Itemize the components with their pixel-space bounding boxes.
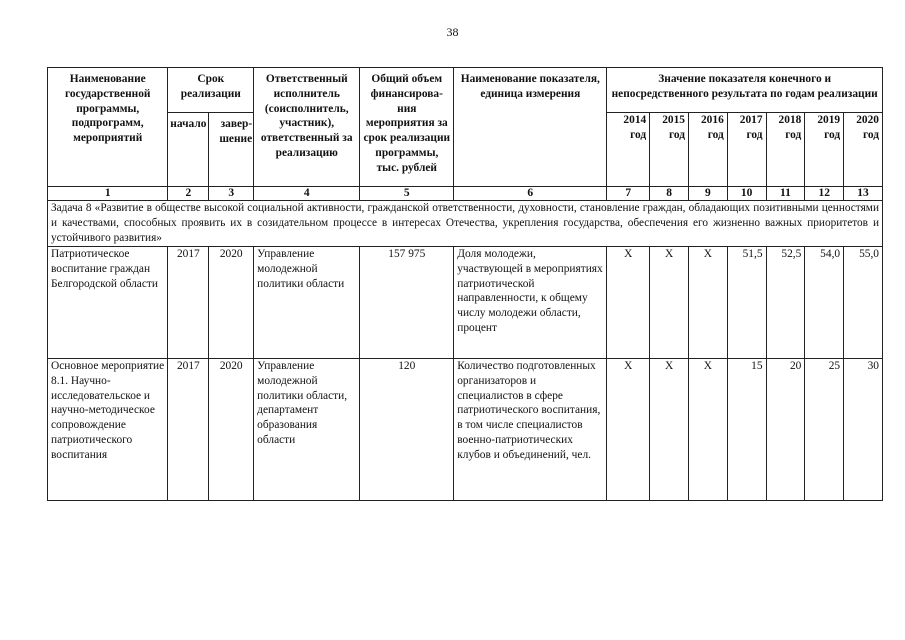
row-value: 20 bbox=[766, 359, 805, 501]
row-value: X bbox=[607, 359, 650, 501]
row-value: X bbox=[650, 247, 689, 359]
row-value: 54,0 bbox=[805, 247, 844, 359]
row-start: 2017 bbox=[168, 247, 209, 359]
row-value: 30 bbox=[844, 359, 883, 501]
row-value: 55,0 bbox=[844, 247, 883, 359]
column-number: 2 bbox=[168, 187, 209, 201]
row-name: Основное мероприятие 8.1. Научно-исследовательское и научно-методическое сопровождение патриотического воспитания bbox=[48, 359, 168, 501]
program-table bbox=[47, 67, 883, 501]
column-number: 6 bbox=[454, 187, 607, 201]
column-number: 4 bbox=[254, 187, 360, 201]
row-finance: 157 975 bbox=[360, 247, 454, 359]
column-number: 9 bbox=[688, 187, 727, 201]
table-row bbox=[48, 247, 883, 359]
header-responsible: Ответственный исполнитель (соисполнитель, участник), ответственный за реализацию bbox=[254, 68, 360, 187]
row-name: Патриотическое воспитание граждан Белгородской области bbox=[48, 247, 168, 359]
column-number: 11 bbox=[766, 187, 805, 201]
column-number: 13 bbox=[844, 187, 883, 201]
column-number: 3 bbox=[209, 187, 254, 201]
task-description: Задача 8 «Развитие в обществе высокой социальной активности, гражданской ответственности, духовности, становление граждан, обладающих позитивными ценностями и качествами, способных проявить их в созидательном процессе в интересах Отечества, укрепления государства, обеспечения его жизненно важных приоритетов и устойчивого развития» bbox=[48, 201, 883, 247]
row-responsible: Управление молодежной политики области, департамент образования области bbox=[254, 359, 360, 501]
task-row bbox=[48, 201, 883, 247]
row-finance: 120 bbox=[360, 359, 454, 501]
column-number: 1 bbox=[48, 187, 168, 201]
header-row-1 bbox=[48, 68, 883, 113]
page-number: 38 bbox=[446, 25, 459, 39]
column-number: 10 bbox=[727, 187, 766, 201]
row-indicator: Доля молодежи, участвующей в мероприятиях патриотической направленности, к общему числу молодежи области, процент bbox=[454, 247, 607, 359]
row-value: 15 bbox=[727, 359, 766, 501]
row-responsible: Управление молодежной политики области bbox=[254, 247, 360, 359]
row-end: 2020 bbox=[209, 247, 254, 359]
header-year-2015: 2015 год bbox=[650, 113, 689, 187]
header-term: Срок реализации bbox=[168, 68, 254, 113]
column-number-row bbox=[48, 187, 883, 201]
column-number: 12 bbox=[805, 187, 844, 201]
header-year-2017: 2017 год bbox=[727, 113, 766, 187]
header-year-2019: 2019 год bbox=[805, 113, 844, 187]
row-value: X bbox=[688, 247, 727, 359]
row-value: 25 bbox=[805, 359, 844, 501]
row-value: X bbox=[650, 359, 689, 501]
header-name: Наименование государственной программы, подпрограмм, мероприятий bbox=[48, 68, 168, 187]
header-term-end: завер-шение bbox=[209, 113, 254, 187]
header-term-start: начало bbox=[168, 113, 209, 187]
header-finance: Общий объем финансирова-ния мероприятия за срок реализации программы, тыс. рублей bbox=[360, 68, 454, 187]
column-number: 7 bbox=[607, 187, 650, 201]
column-number: 5 bbox=[360, 187, 454, 201]
column-number: 8 bbox=[650, 187, 689, 201]
row-indicator: Количество подготовленных организаторов и специалистов в сфере патриотического воспитания, в том числе специалистов военно-патриотических клубов и объединений, чел. bbox=[454, 359, 607, 501]
header-year-2016: 2016 год bbox=[688, 113, 727, 187]
row-value: X bbox=[688, 359, 727, 501]
row-start: 2017 bbox=[168, 359, 209, 501]
header-year-2018: 2018 год bbox=[766, 113, 805, 187]
row-value: X bbox=[607, 247, 650, 359]
row-end: 2020 bbox=[209, 359, 254, 501]
header-values: Значение показателя конечного и непосредственного результата по годам реализации bbox=[607, 68, 883, 113]
table-row bbox=[48, 359, 883, 501]
row-value: 51,5 bbox=[727, 247, 766, 359]
header-indicator: Наименование показателя, единица измерения bbox=[454, 68, 607, 187]
header-year-2020: 2020 год bbox=[844, 113, 883, 187]
row-value: 52,5 bbox=[766, 247, 805, 359]
header-year-2014: 2014 год bbox=[607, 113, 650, 187]
